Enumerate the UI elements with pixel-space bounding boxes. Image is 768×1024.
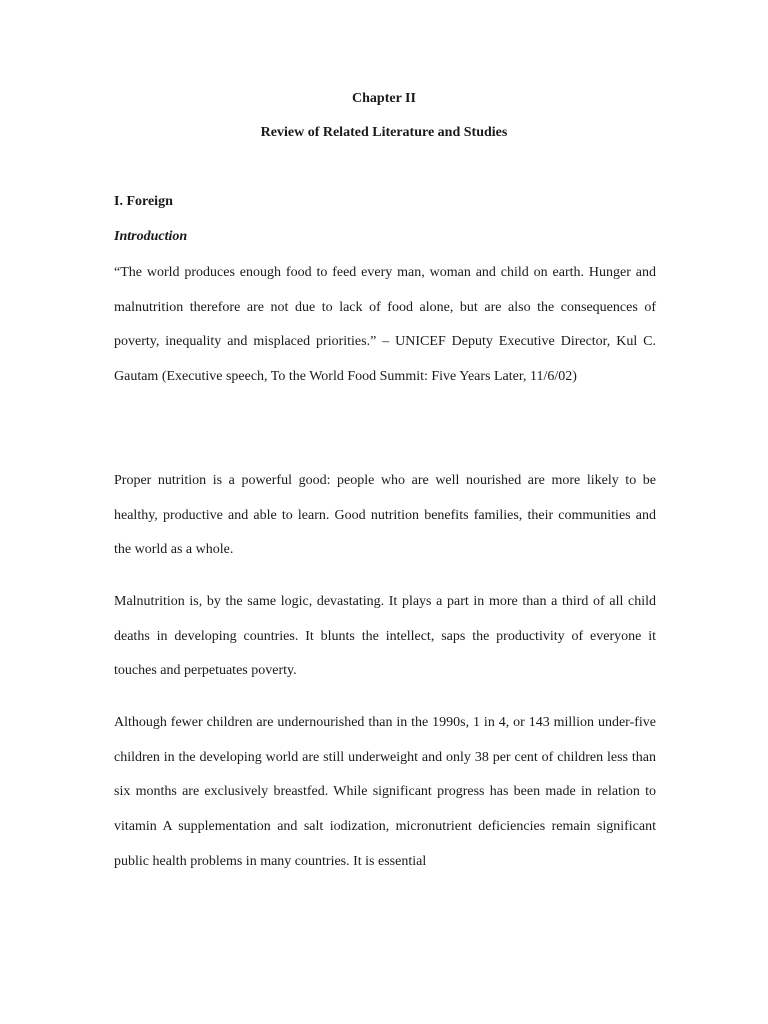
- paragraph-nutrition: Proper nutrition is a powerful good: people who are well nourished are more likely to be healthy, productive and able to learn. Good nutrition benefits families, their communities and the world as a whole.: [114, 473, 656, 558]
- subheading-introduction: Introduction: [114, 229, 188, 244]
- paragraph-statistics: Although fewer children are undernourished than in the 1990s, 1 in 4, or 143 million under-five children in the developing world are still underweight and only 38 per cent of children less than six months are exclusively breastfed. While significant progress has been made in relation to vitamin A supplementation and salt iodization, micronutrient deficiencies remain significant public health problems in many countries. It is essential: [114, 715, 656, 869]
- chapter-title: Review of Related Literature and Studies: [260, 125, 508, 140]
- section-heading: I. Foreign: [114, 194, 173, 209]
- paragraph-quote: “The world produces enough food to feed every man, woman and child on earth. Hunger and malnutrition therefore are not due to lack of food alone, but are also the consequences of poverty, inequality and misplaced priorities.” – UNICEF Deputy Executive Director, Kul C. Gautam (Executive speech, To the World Food Summit: Five Years Later, 11/6/02): [114, 265, 656, 385]
- chapter-label: Chapter II: [352, 91, 416, 106]
- paragraph-malnutrition: Malnutrition is, by the same logic, devastating. It plays a part in more than a third of all child deaths in developing countries. It blunts the intellect, saps the productivity of everyone it touches and perpetuates poverty.: [114, 594, 656, 679]
